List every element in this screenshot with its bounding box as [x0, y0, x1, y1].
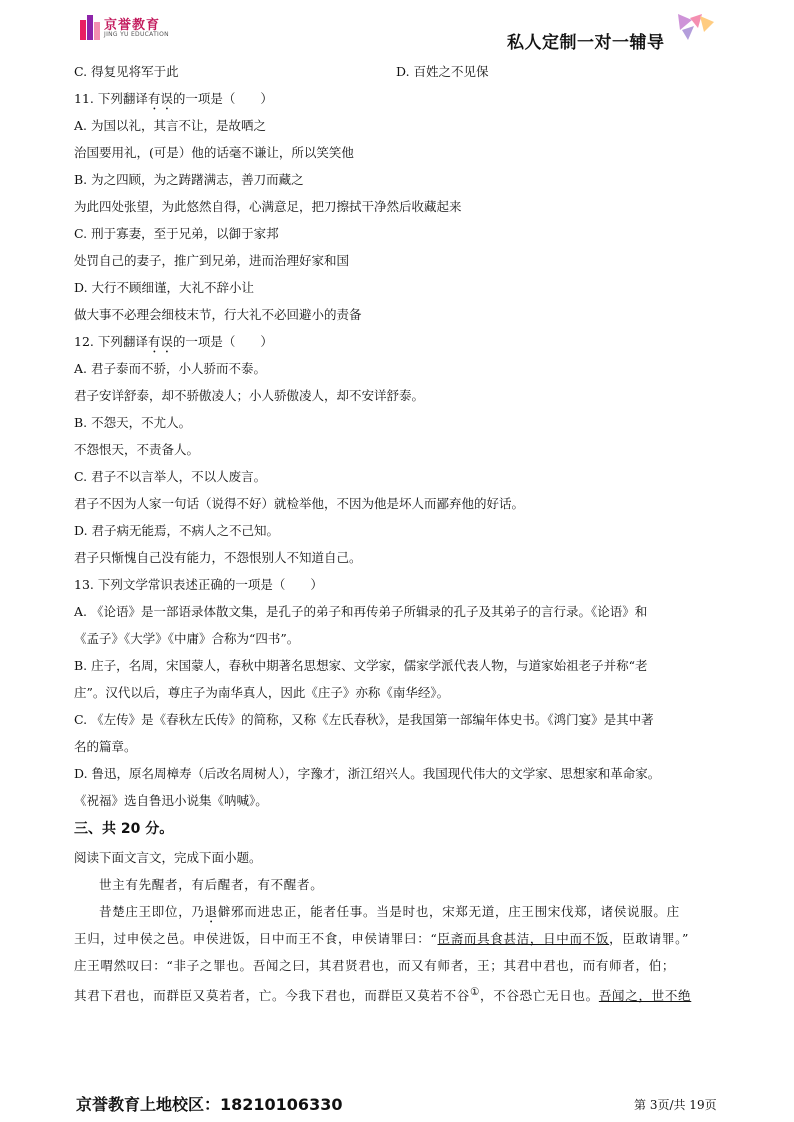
q12-line: 不怨恨天，不责备人。	[74, 442, 200, 457]
brand-logo-mark-icon	[78, 12, 102, 42]
q11-line: C. 刑于寡妻，至于兄弟，以御于家邦	[74, 226, 279, 241]
q11-stem-text: 11. 下列翻译	[74, 91, 148, 106]
q12-line: C. 君子不以言举人，不以人废言。	[74, 469, 267, 484]
q11-stem	[74, 85, 734, 112]
page-header	[0, 0, 794, 60]
passage-line	[74, 925, 734, 952]
q13-line: 《祝福》选自鲁迅小说集《呐喊》。	[74, 793, 268, 808]
q10-options-cd	[74, 58, 734, 85]
campus-contact: 京誉教育上地校区：18210106330	[76, 1095, 343, 1114]
q13-line: 名的篇章。	[74, 739, 137, 754]
passage-title: 世主有先醒者，有后醒者，有不醒者。	[99, 877, 324, 892]
q13-line: 庄”。汉代以后，尊庄子为南华真人，因此《庄子》亦称《南华经》。	[74, 685, 450, 700]
q12-stem	[74, 328, 734, 355]
brand-logo	[78, 12, 178, 44]
q12-line: 君子只惭愧自己没有能力，不怨恨别人不知道自己。	[74, 550, 362, 565]
decorative-triangles-icon	[676, 12, 716, 42]
passage-text: 昔楚庄王即位，乃	[99, 904, 205, 919]
passage-text: 僻邪而进忠正，能者任事。当是时也，宋郑无道，庄王围宋伐郑，诸侯说服。庄	[217, 904, 680, 919]
q11-line: B. 为之四顾，为之踌躇满志，善刀而藏之	[74, 172, 304, 187]
q12-line: 君子不因为人家一句话（说得不好）就检举他，不因为他是坏人而鄙弃他的好话。	[74, 496, 525, 511]
page-number: 第 3页/共 19页	[634, 1098, 717, 1112]
q11-stem-tail: 的一项是（ ）	[172, 91, 273, 106]
q13-line: D. 鲁迅，原名周樟寿（后改名周树人），字豫才，浙江绍兴人。我国现代伟大的文学家、思想家和革命家。	[74, 766, 661, 781]
q12-line: D. 君子病无能焉，不病人之不己知。	[74, 523, 280, 538]
passage-text: 王归，过申侯之邑。申侯进饭，日中而王不食，申侯请罪曰：“	[74, 931, 438, 946]
passage-line: 庄王喟然叹曰：“非子之罪也。吾闻之曰，其君贤君也，而又有师者，王；其君中君也，而有师者，伯；	[74, 958, 676, 973]
q13-line: 《孟子》《大学》《中庸》合称为“四书”。	[74, 631, 300, 646]
q11-line: A. 为国以礼，其言不让，是故哂之	[74, 118, 266, 133]
page-footer	[0, 1088, 794, 1122]
brand-subtitle: JING YU EDUCATION	[104, 31, 169, 38]
passage-line	[74, 979, 734, 1006]
passage-underlined: 臣斋而具食甚洁，日中而不饭	[437, 931, 610, 946]
passage-text: ，不谷恐亡无日也。	[480, 988, 599, 1004]
q12-stem-emphasis: 有误	[147, 334, 173, 349]
passage-text: ，臣敢请罪。”	[609, 931, 690, 946]
q13-stem: 13. 下列文学常识表述正确的一项是（ ）	[74, 577, 323, 592]
q11-line: 处罚自己的妻子，推广到兄弟，进而治理好家和国	[74, 253, 350, 268]
q11-line: 为此四处张望，为此悠然自得，心满意足，把刀擦拭干净然后收藏起来	[74, 199, 462, 214]
footnote-marker[interactable]: ①	[470, 986, 481, 998]
passage-text: 其君下君也，而群臣又莫若者，亡。今我下君也，而群臣又莫若不谷	[74, 988, 471, 1004]
q12-line: B. 不怨天，不尤人。	[74, 415, 192, 430]
passage-emphasis: 退	[204, 904, 218, 919]
q11-stem-emphasis: 有误	[147, 91, 173, 106]
q11-line: 治国要用礼，(可是）他的话毫不谦让，所以笑笑他	[74, 145, 354, 160]
q12-stem-text: 12. 下列翻译	[74, 334, 148, 349]
q12-line: 君子安详舒泰，却不骄傲凌人；小人骄傲凌人，却不安详舒泰。	[74, 388, 425, 403]
section-three-instruction: 阅读下面文言文，完成下面小题。	[74, 850, 262, 865]
q12-stem-tail: 的一项是（ ）	[172, 334, 273, 349]
passage-underlined: 吾闻之，世不绝	[598, 988, 692, 1004]
q13-line: B. 庄子，名周，宋国蒙人，春秋中期著名思想家、文学家，儒家学派代表人物，与道家始祖老子并称“老	[74, 658, 648, 673]
q10-option-d: D. 百姓之不见保	[396, 64, 489, 79]
section-three-title: 三、共 20 分。	[74, 821, 174, 837]
q11-line: D. 大行不顾细谨，大礼不辞小让	[74, 280, 255, 295]
q11-line: 做大事不必理会细枝末节，行大礼不必回避小的责备	[74, 307, 362, 322]
q10-option-c: C. 得复见将军于此	[74, 64, 179, 79]
brand-name: 京誉教育	[104, 18, 161, 33]
page-content	[74, 58, 734, 1006]
passage-line	[74, 898, 734, 925]
q13-line: C. 《左传》是《春秋左氏传》的简称，又称《左氏春秋》，是我国第一部编年体史书。《鸿门宴》是其中著	[74, 712, 654, 727]
q13-line: A. 《论语》是一部语录体散文集，是孔子的弟子和再传弟子所辑录的孔子及其弟子的言行录。《论语》和	[74, 604, 648, 619]
header-tagline: 私人定制一对一辅导	[507, 33, 665, 53]
q12-line: A. 君子泰而不骄，小人骄而不泰。	[74, 361, 266, 376]
